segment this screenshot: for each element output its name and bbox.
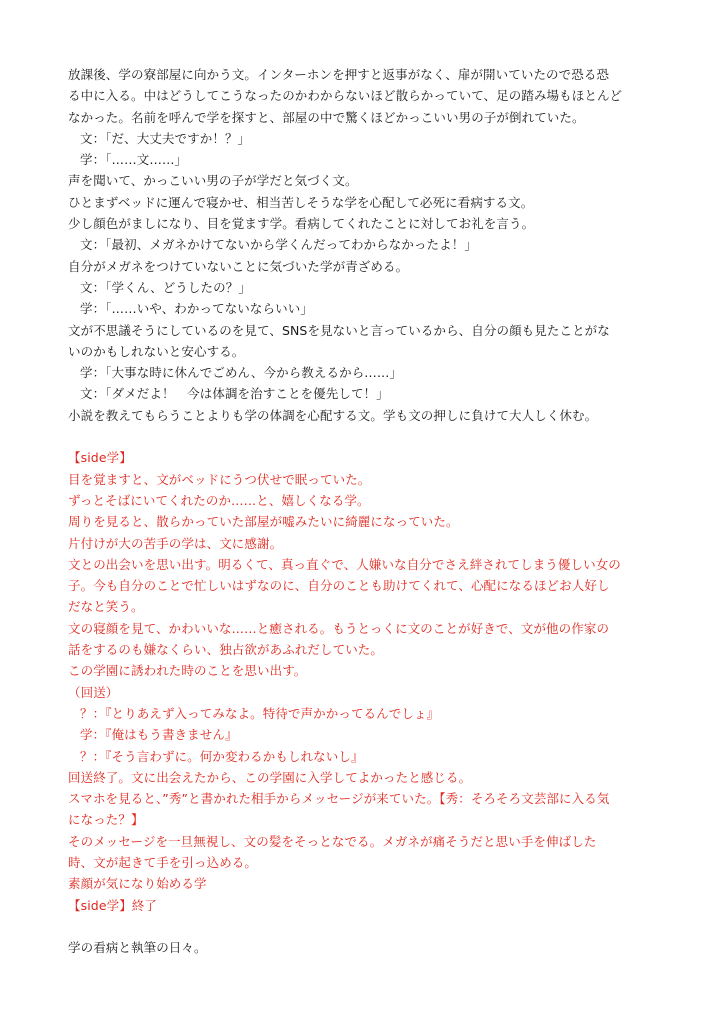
blank-line xyxy=(68,916,668,937)
section-closing xyxy=(68,937,668,958)
paragraph-line: 話をするのも嫌なくらい、独占欲があふれだしていた。 xyxy=(68,642,384,658)
paragraph-line: なかった。名前を呼んで学を探すと、部屋の中で驚くほどかっこいい男の子が倒れていた。 xyxy=(68,109,585,125)
section-side-manabu xyxy=(68,447,668,916)
paragraph-line: 自分がメガネをつけていないことに気づいた学が青ざめる。 xyxy=(68,258,409,274)
paragraph-line: 小説を教えてもらうことよりも学の体調を心配する文。学も文の押しに負けて大人しく休む。 xyxy=(68,407,598,423)
paragraph-line: 素顔が気になり始める学 xyxy=(68,876,207,892)
dialogue-line: 学：「……文……」 xyxy=(80,152,188,168)
flashback-label: （回送） xyxy=(68,684,119,700)
paragraph-line: 周りを見ると、散らかっていた部屋が嘘みたいに綺麗になっていた。 xyxy=(68,514,459,530)
paragraph-line: そのメッセージを一旦無視し、文の髪をそっとなでる。メガネが痛そうだと思い手を伸ばした xyxy=(68,833,597,849)
paragraph-line: 回送終了。文に出会えたから、この学園に入学してよかったと感じる。 xyxy=(68,769,472,785)
paragraph-line: 目を覚ますと、文がベッドにうつ伏せで眠っていた。 xyxy=(68,471,371,487)
dialogue-line: 文：「学くん、どうしたの？」 xyxy=(80,279,251,295)
section-main xyxy=(68,64,668,426)
dialogue-line: 文：「最初、メガネかけてないから学くんだってわからなかったよ！」 xyxy=(80,237,477,253)
paragraph-line: ずっとそばにいてくれたのか……と、嬉しくなる学。 xyxy=(68,492,370,508)
paragraph-line: 文との出会いを思い出す。明るくて、真っ直ぐで、人嫌いな自分でさえ絆されてしまう優しい女の xyxy=(68,556,621,572)
paragraph-line: 子。今も自分のことで忙しいはずなのに、自分のことも助けてくれて、心配になるほどお人好し xyxy=(68,578,610,594)
dialogue-line: 学：『俺はもう書きません』 xyxy=(80,727,238,743)
dialogue-line: ？：『そう言わずに。何か変わるかもしれないし』 xyxy=(80,748,364,764)
dialogue-line: 文：「だ、大丈夫ですか！？」 xyxy=(80,130,251,146)
paragraph-line: 少し顔色がましになり、目を覚ます学。看病してくれたことに対してお礼を言う。 xyxy=(68,216,535,232)
paragraph-line: になった？】 xyxy=(68,812,144,828)
paragraph-line: ひとまずベッドに運んで寝かせ、相当苦しそうな学を心配して必死に看病する文。 xyxy=(68,194,534,210)
paragraph-line: 時、文が起きて手を引っ込める。 xyxy=(68,854,258,870)
document-page xyxy=(68,64,668,958)
paragraph-line: 学の看病と執筆の日々。 xyxy=(68,940,207,956)
dialogue-line: 文：「ダメだよ！ 今は体調を治すことを優先して！」 xyxy=(80,386,389,402)
paragraph-line: いのかもしれないと安心する。 xyxy=(68,343,245,359)
dialogue-line: 学：「……いや、わかってないならいい」 xyxy=(80,301,313,317)
dialogue-line: ？：『とりあえず入ってみなよ。特待で声かかってるんでしょ』 xyxy=(80,705,440,721)
blank-line xyxy=(68,426,668,447)
paragraph-line: 片付けが大の苦手の学は、文に感謝。 xyxy=(68,535,283,551)
paragraph-line: る中に入る。中はどうしてこうなったのかわからないほど散らかっていて、足の踏み場もほとんど xyxy=(68,88,623,104)
paragraph-line: この学園に誘われた時のことを思い出す。 xyxy=(68,663,307,679)
paragraph-line: 放課後、学の寮部屋に向かう文。インターホンを押すと返事がなく、扉が開いていたので恐る恐 xyxy=(68,67,610,82)
paragraph-line: だなと笑う。 xyxy=(68,599,144,615)
paragraph-line: 声を聞いて、かっこいい男の子が学だと気づく文。 xyxy=(68,173,358,189)
paragraph-line: 文の寝顔を見て、かわいいな……と癒される。もうとっくに文のことが好きで、文が他の作家の xyxy=(68,620,610,636)
section-heading: 【side学】 xyxy=(68,450,132,466)
dialogue-line: 学：「大事な時に休んでごめん、今から教えるから……」 xyxy=(80,365,403,381)
paragraph-line: 文が不思議そうにしているのを見て、SNSを見ないと言っているから、自分の顔も見たことがな xyxy=(68,322,610,338)
section-end-heading: 【side学】終了 xyxy=(68,897,158,913)
paragraph-line: スマホを見ると、”秀”と書かれた相手からメッセージが来ていた。【秀：そろそろ文芸部に入る気 xyxy=(68,791,610,807)
